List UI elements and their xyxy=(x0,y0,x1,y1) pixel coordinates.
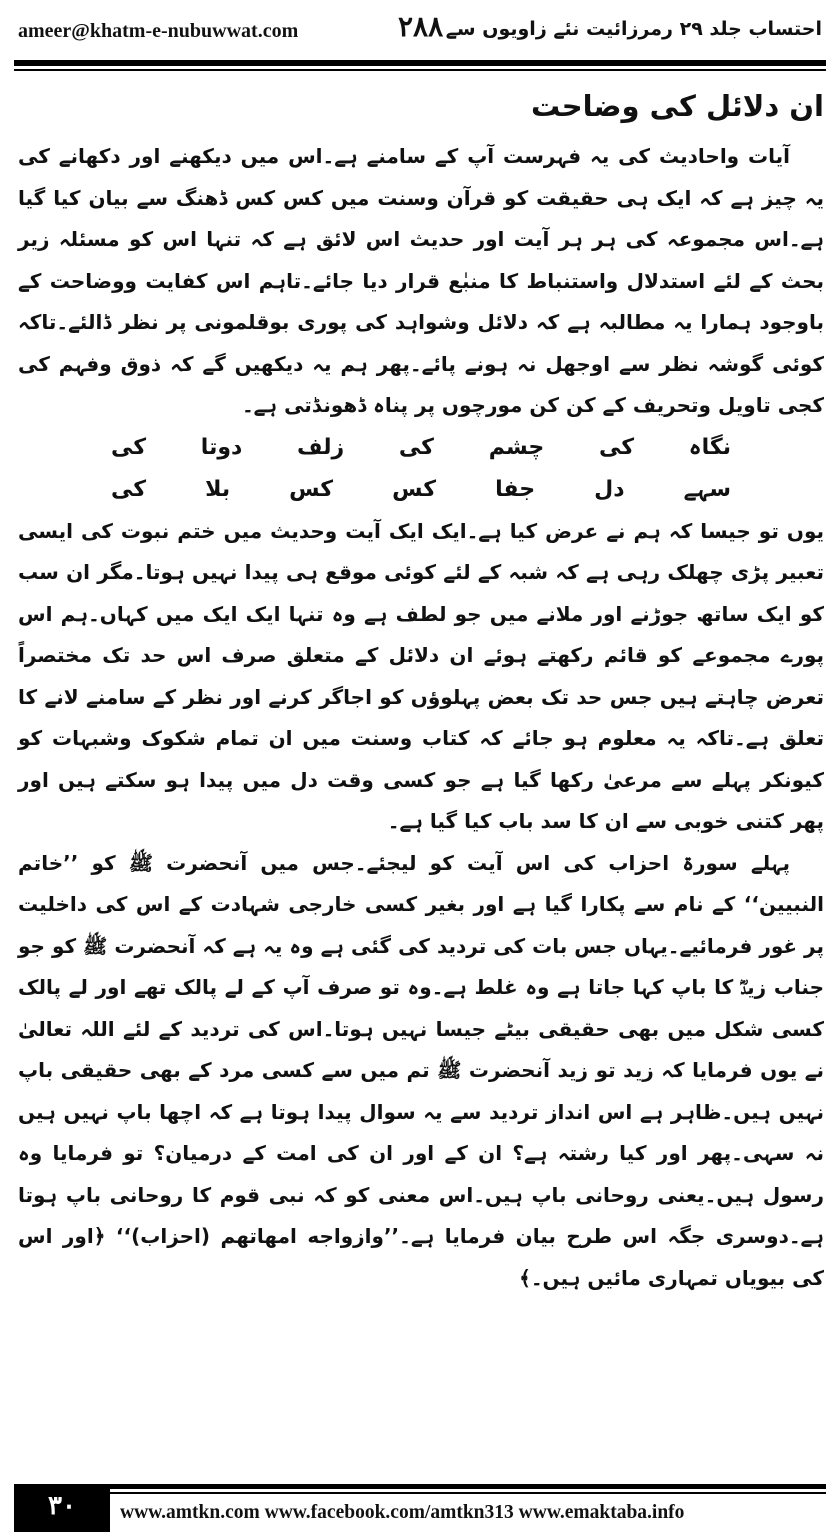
footer-rule-thin xyxy=(110,1492,826,1494)
header-email: ameer@khatm-e-nubuwwat.com xyxy=(18,20,299,42)
poem-verse-block xyxy=(111,427,731,511)
poem-line-2: سہے دل جفا کس کس بلا کی xyxy=(111,476,731,502)
page-footer xyxy=(14,1484,826,1532)
paragraph-intro xyxy=(18,136,824,427)
header-rule-thin xyxy=(14,69,826,71)
paragraph-second xyxy=(18,511,824,843)
footer-page-label: ۳۰ xyxy=(14,1484,110,1532)
paragraph-second-text: یوں تو جیسا کہ ہم نے عرض کیا ہے۔ایک ایک آیت وحدیث میں ختم نبوت کی ایسی تعبیر پڑی چھلک رہی ہے کہ شبہ کے لئے کوئی موقع ہی پیدا نہیں ہوتا۔مگر ان سب کو ایک ساتھ جوڑنے اور ملانے میں جو لطف ہے وہ تنہا ایک ایک میں کہاں۔ہم اس پورے مجموعے کو قائم رکھتے ہوئے ان دلائل کے متعلق صرف اس حد تک مختصراً تعرض چاہتے ہیں جس حد تک بعض پہلوؤں کو اجاگر کرنے اور نظر کے سامنے لانے کا تعلق ہے۔تاکہ یہ معلوم ہو جائے کہ کتاب وسنت میں ان تمام شکوک وشبہات کو کیونکر پہلے سے مرعیٰ رکھا گیا ہے جو کسی وقت دل میں پیدا ہو سکتے ہیں اور پھر کتنی خوبی سے ان کا سد باب کیا گیا ہے۔ xyxy=(18,518,824,833)
header-page-number: ۲۸۸ xyxy=(398,10,444,43)
footer-rule-thick xyxy=(110,1484,826,1489)
page-header xyxy=(14,6,826,56)
page-content xyxy=(18,76,824,1299)
paragraph-intro-text: آیات واحادیث کی یہ فہرست آپ کے سامنے ہے۔اس میں دیکھنے اور دکھانے کی یہ چیز ہے کہ ایک ہی حقیقت کو قرآن وسنت میں کس کس ڈھنگ سے بیان کیا گیا ہے۔اس مجموعہ کی ہر ہر آیت اور حدیث اس لائق ہے کہ تنہا اس کو مسئلہ زیر بحث کے لئے استدلال واستنباط کا منبٰع قرار دیا جائے۔تاہم اس کفایت ووضاحت کے باوجود ہمارا یہ مطالبہ ہے کہ دلائل وشواہد کی پوری بوقلمونی پر نظر ڈالئے۔تاکہ کوئی گوشہ نظر سے اوجھل نہ ہونے پائے۔پھر ہم یہ دیکھیں گے کہ ذوق وفہم کی کجی تاویل وتحریف کے کن کن مورچوں پر پناہ ڈھونڈتی ہے۔ xyxy=(18,144,824,417)
section-heading: ان دلائل کی وضاحت xyxy=(531,89,824,123)
paragraph-third-text: پہلے سورۃ احزاب کی اس آیت کو لیجئے۔جس میں آنحضرت ﷺ کو ’’خاتم النبیین‘‘ کے نام سے پکارا گیا ہے اور بغیر کسی خارجی شہادت کے اس کی داخلیت پر غور فرمائیے۔یہاں جس بات کی تردید کی گئی ہے وہ یہ ہے کہ آنحضرت ﷺ کو جو جناب زیدؓ کا باپ کہا جاتا ہے وہ غلط ہے۔وہ تو صرف آپ کے لے پالک تھے اور لے پالک کسی شکل میں بھی حقیقی بیٹے جیسا نہیں ہوتا۔اس کی تردید کے لئے اللہ تعالیٰ نے یوں فرمایا کہ زید تو زید آنحضرت ﷺ تم میں سے کسی مرد کے بھی حقیقی باپ نہیں ہیں۔ظاہر ہے اس انداز تردید سے یہ سوال پیدا ہوتا ہے کہ اچھا باپ نہیں ہیں نہ سہی۔پھر اور کیا رشتہ ہے؟ ان کے اور ان کی امت کے درمیان؟ تو فرمایا وہ رسول ہیں۔یعنی روحانی باپ ہیں۔اس معنی کو کہ نبی قوم کا روحانی باپ ہوتا ہے۔دوسری جگہ اس طرح بیان فرمایا ہے۔’’وازواجه امهاتهم (احزاب)‘‘ ﴿اور اس کی بیویاں تمہاری مائیں ہیں۔﴾ xyxy=(18,850,825,1290)
paragraph-third xyxy=(18,843,824,1300)
footer-links: www.amtkn.com www.facebook.com/amtkn313 www.emaktaba.info xyxy=(120,1502,685,1523)
header-book-title: احتساب جلد ۲۹ رمرزائیت نئے زاویوں سے xyxy=(445,18,822,40)
poem-line-1: نگاہ کی چشم کی زلف دوتا کی xyxy=(111,434,731,460)
header-rule-thick xyxy=(14,60,826,66)
